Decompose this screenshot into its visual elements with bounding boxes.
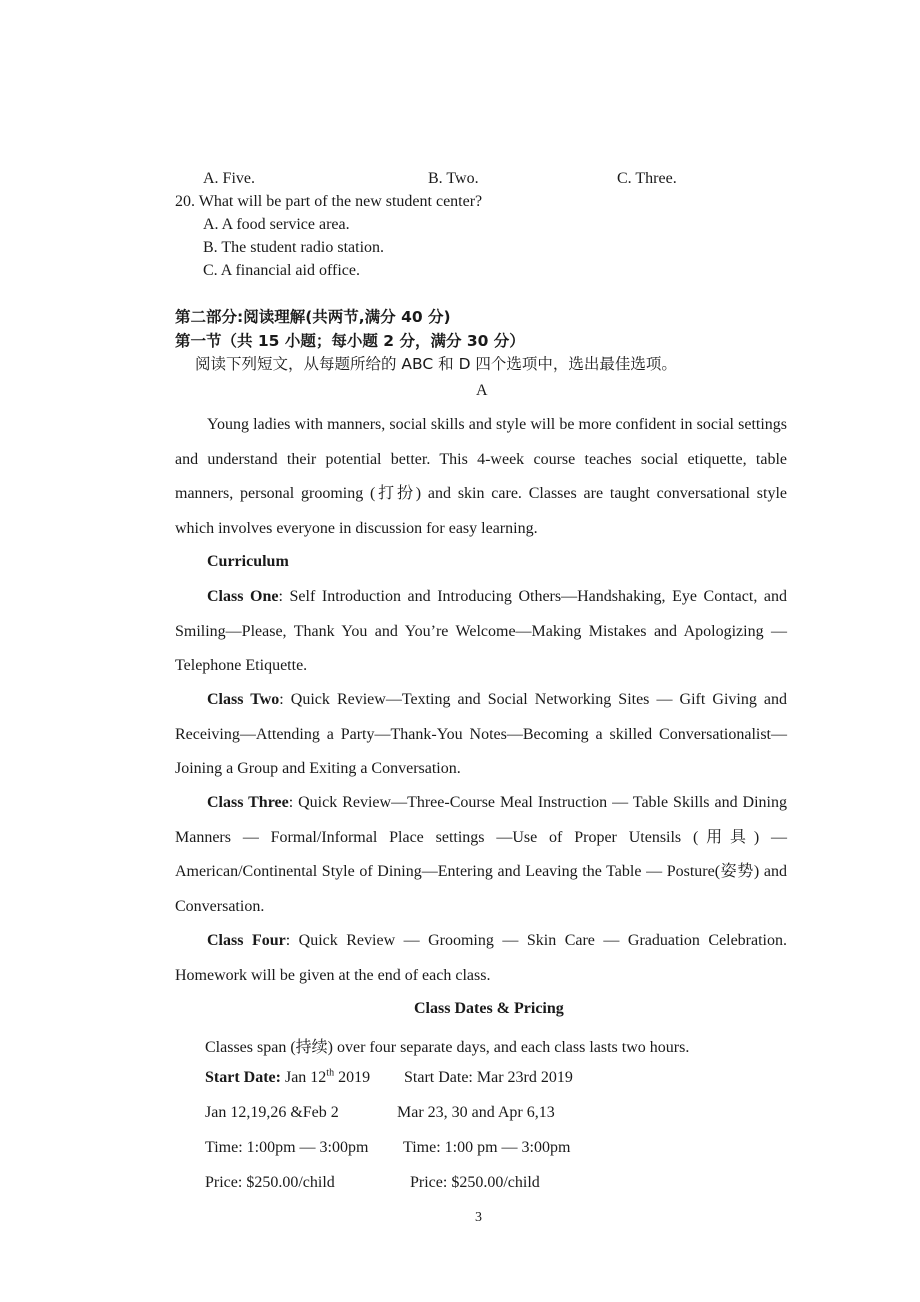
q19-option-a: A. Five. bbox=[203, 170, 255, 187]
class-three-label: Class Three bbox=[207, 794, 289, 811]
class-three-paragraph bbox=[175, 786, 787, 924]
q20-option-c: C. A financial aid office. bbox=[203, 262, 360, 279]
schedule-right-dates: Mar 23, 30 and Apr 6,13 bbox=[397, 1104, 555, 1121]
schedule-left-dates: Jan 12,19,26 &Feb 2 bbox=[205, 1104, 339, 1121]
page-number: 3 bbox=[475, 1210, 482, 1225]
schedule-left-time: Time: 1:00pm — 3:00pm bbox=[205, 1139, 369, 1156]
start-date-label: Start Date: bbox=[205, 1069, 281, 1086]
q20-option-b: B. The student radio station. bbox=[203, 239, 385, 256]
class-four-paragraph bbox=[175, 924, 787, 993]
class-one-text: : Self Introduction and Introducing Others—Handshaking, Eye Contact, and Smiling—Please, Thank You and You’re Welcome—Making Mistakes and Apologizing —Telephone Etiquette. bbox=[175, 588, 787, 674]
schedule-right-time: Time: 1:00 pm — 3:00pm bbox=[403, 1139, 571, 1156]
schedule-right-price: Price: $250.00/child bbox=[410, 1174, 540, 1191]
q20-stem: 20. What will be part of the new student center? bbox=[175, 193, 483, 210]
class-two-label: Class Two bbox=[207, 691, 280, 708]
class-one-label: Class One bbox=[207, 588, 279, 605]
part2-title: 第二部分:阅读理解(共两节,满分 40 分) bbox=[175, 308, 451, 326]
passage-letter: A bbox=[476, 382, 488, 399]
dates-pricing-heading: Class Dates & Pricing bbox=[414, 1000, 564, 1017]
class-one-paragraph bbox=[175, 580, 787, 684]
start-date-year: 2019 bbox=[334, 1069, 371, 1086]
start-date-sup: th bbox=[326, 1067, 335, 1079]
start-date-value: Jan 12 bbox=[280, 1069, 327, 1086]
class-four-text: : Quick Review — Grooming — Skin Care — Graduation Celebration. Homework will be given at the end of each class. bbox=[175, 932, 787, 984]
q20-option-a: A. A food service area. bbox=[203, 216, 350, 233]
curriculum-heading: Curriculum bbox=[207, 553, 289, 570]
class-three-text: : Quick Review—Three-Course Meal Instruction — Table Skills and Dining Manners — Formal/Informal Place settings —Use of Proper Utensils (用具) —American/Continental Style of Dining—Entering and Leaving the Table — Posture(姿势) and Conversation. bbox=[175, 794, 787, 915]
schedule-right-start: Start Date: Mar 23rd 2019 bbox=[404, 1069, 573, 1086]
class-four-label: Class Four bbox=[207, 932, 286, 949]
reading-instruction: 阅读下列短文，从每题所给的 ABC 和 D 四个选项中，选出最佳选项。 bbox=[195, 355, 677, 373]
passage-intro: Young ladies with manners, social skills and style will be more confident in social settings and understand their potential better. This 4-week course teaches social etiquette, table manners, personal grooming (打扮) and skin care. Classes are taught conversational style which involves everyone in discussion for easy learning. bbox=[175, 416, 787, 537]
section1-title: 第一节（共 15 小题；每小题 2 分，满分 30 分） bbox=[175, 332, 525, 350]
q19-option-c: C. Three. bbox=[617, 170, 677, 187]
q19-option-b: B. Two. bbox=[428, 170, 479, 187]
class-two-text: : Quick Review—Texting and Social Networking Sites — Gift Giving and Receiving—Attending a Party—Thank-You Notes—Becoming a skilled Conversationalist—Joining a Group and Exiting a Conversation. bbox=[175, 691, 788, 777]
schedule-left-start bbox=[205, 1069, 370, 1087]
class-two-paragraph bbox=[175, 683, 787, 787]
schedule-left-price: Price: $250.00/child bbox=[205, 1174, 335, 1191]
classes-span-text: Classes span (持续) over four separate days, and each class lasts two hours. bbox=[205, 1039, 690, 1056]
